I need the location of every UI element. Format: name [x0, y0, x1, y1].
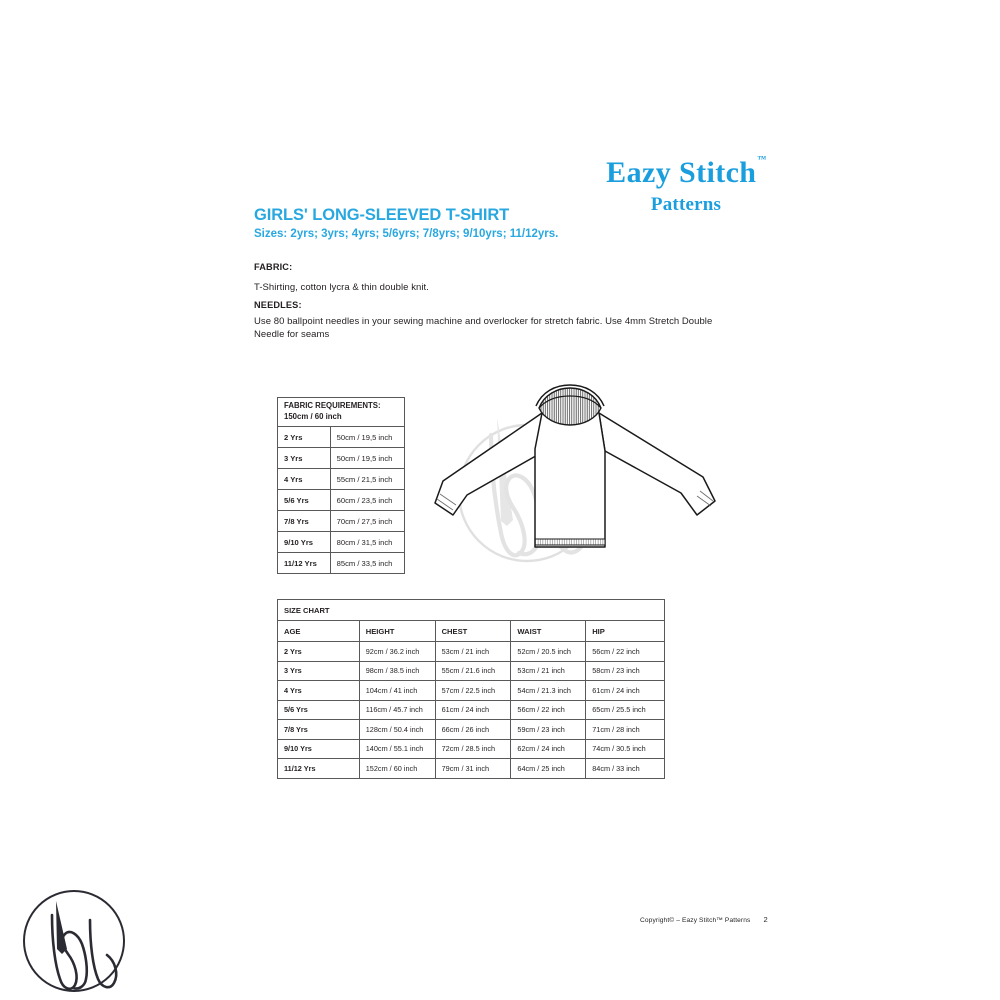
size-height-cell: 92cm / 36.2 inch: [359, 642, 435, 662]
size-chart-table: [277, 599, 665, 779]
size-chest-cell: 72cm / 28.5 inch: [435, 739, 511, 759]
table-row: [278, 448, 405, 469]
table-row: [278, 661, 665, 681]
table-header-row: [278, 398, 405, 427]
fabric-amount-cell: 50cm / 19,5 inch: [330, 427, 404, 448]
column-header-chest: CHEST: [435, 621, 511, 642]
size-age-cell: 7/8 Yrs: [278, 720, 360, 740]
needles-label: NEEDLES:: [254, 300, 302, 310]
size-chart-title: SIZE CHART: [278, 600, 665, 621]
size-chest-cell: 55cm / 21.6 inch: [435, 661, 511, 681]
column-header-height: HEIGHT: [359, 621, 435, 642]
brand-subtitle: Patterns: [650, 194, 722, 215]
table-row: [278, 700, 665, 720]
table-row: [278, 469, 405, 490]
fabric-amount-cell: 50cm / 19,5 inch: [330, 448, 404, 469]
size-hip-cell: 65cm / 25.5 inch: [586, 700, 665, 720]
size-chest-cell: 66cm / 26 inch: [435, 720, 511, 740]
fabric-header-line2: 150cm / 60 inch: [284, 412, 342, 421]
size-height-cell: 140cm / 55.1 inch: [359, 739, 435, 759]
size-height-cell: 152cm / 60 inch: [359, 759, 435, 779]
page-title: GIRLS' LONG-SLEEVED T-SHIRT: [254, 206, 510, 224]
footer: [640, 915, 768, 924]
fabric-age-cell: 9/10 Yrs: [278, 532, 331, 553]
size-chest-cell: 61cm / 24 inch: [435, 700, 511, 720]
fabric-age-cell: 4 Yrs: [278, 469, 331, 490]
fabric-amount-cell: 80cm / 31,5 inch: [330, 532, 404, 553]
size-chart-header-row: [278, 621, 665, 642]
fabric-age-cell: 5/6 Yrs: [278, 490, 331, 511]
size-waist-cell: 53cm / 21 inch: [511, 661, 586, 681]
brand-logo: [600, 154, 772, 215]
table-row: [278, 511, 405, 532]
fabric-amount-cell: 85cm / 33,5 inch: [330, 553, 404, 574]
page-title-group: [254, 206, 558, 241]
table-row: [278, 681, 665, 701]
size-chest-cell: 53cm / 21 inch: [435, 642, 511, 662]
column-header-waist: WAIST: [511, 621, 586, 642]
table-row: [278, 553, 405, 574]
table-row: [278, 490, 405, 511]
corner-brand-mark: [18, 885, 130, 997]
trademark-icon: ™: [757, 154, 767, 164]
table-row: [278, 759, 665, 779]
fabric-header-line1: FABRIC REQUIREMENTS:: [284, 401, 381, 411]
table-row: [278, 642, 665, 662]
size-waist-cell: 56cm / 22 inch: [511, 700, 586, 720]
fabric-age-cell: 3 Yrs: [278, 448, 331, 469]
table-row: [278, 739, 665, 759]
size-chart-title-row: [278, 600, 665, 621]
needles-text: Use 80 ballpoint needles in your sewing machine and overlocker for stretch fabric. Use 4mm Stretch Double Needle for seams: [254, 316, 713, 341]
size-hip-cell: 56cm / 22 inch: [586, 642, 665, 662]
size-waist-cell: 52cm / 20.5 inch: [511, 642, 586, 662]
size-chest-cell: 79cm / 31 inch: [435, 759, 511, 779]
fabric-age-cell: 2 Yrs: [278, 427, 331, 448]
fabric-age-cell: 7/8 Yrs: [278, 511, 331, 532]
table-row: [278, 427, 405, 448]
fabric-age-cell: 11/12 Yrs: [278, 553, 331, 574]
size-waist-cell: 64cm / 25 inch: [511, 759, 586, 779]
size-age-cell: 9/10 Yrs: [278, 739, 360, 759]
t-shirt-illustration: [415, 375, 725, 585]
size-chest-cell: 57cm / 22.5 inch: [435, 681, 511, 701]
needles-section: [254, 300, 744, 342]
table-row: [278, 532, 405, 553]
size-height-cell: 128cm / 50.4 inch: [359, 720, 435, 740]
size-hip-cell: 84cm / 33 inch: [586, 759, 665, 779]
fabric-label: FABRIC:: [254, 262, 293, 272]
size-age-cell: 11/12 Yrs: [278, 759, 360, 779]
table-row: [278, 720, 665, 740]
size-waist-cell: 59cm / 23 inch: [511, 720, 586, 740]
size-hip-cell: 61cm / 24 inch: [586, 681, 665, 701]
column-header-age: AGE: [278, 621, 360, 642]
size-height-cell: 104cm / 41 inch: [359, 681, 435, 701]
sizes-line: Sizes: 2yrs; 3yrs; 4yrs; 5/6yrs; 7/8yrs; 9/10yrs; 11/12yrs.: [254, 227, 559, 240]
fabric-text: T-Shirting, cotton lycra & thin double knit.: [254, 282, 429, 293]
size-hip-cell: 71cm / 28 inch: [586, 720, 665, 740]
brand-name-text: Eazy Stitch: [606, 156, 757, 189]
size-height-cell: 98cm / 38.5 inch: [359, 661, 435, 681]
fabric-amount-cell: 70cm / 27,5 inch: [330, 511, 404, 532]
size-hip-cell: 58cm / 23 inch: [586, 661, 665, 681]
size-age-cell: 5/6 Yrs: [278, 700, 360, 720]
copyright-text: Copyright© – Eazy Stitch™ Patterns: [640, 917, 751, 924]
fabric-section: [254, 262, 429, 294]
fabric-requirements-header: [278, 398, 405, 427]
fabric-requirements-table: [277, 397, 405, 574]
page-number: 2: [763, 915, 768, 924]
size-age-cell: 3 Yrs: [278, 661, 360, 681]
size-age-cell: 4 Yrs: [278, 681, 360, 701]
size-waist-cell: 54cm / 21.3 inch: [511, 681, 586, 701]
fabric-amount-cell: 60cm / 23,5 inch: [330, 490, 404, 511]
size-waist-cell: 62cm / 24 inch: [511, 739, 586, 759]
fabric-amount-cell: 55cm / 21,5 inch: [330, 469, 404, 490]
size-age-cell: 2 Yrs: [278, 642, 360, 662]
size-hip-cell: 74cm / 30.5 inch: [586, 739, 665, 759]
brand-name: [606, 154, 767, 189]
size-height-cell: 116cm / 45.7 inch: [359, 700, 435, 720]
column-header-hip: HIP: [586, 621, 665, 642]
